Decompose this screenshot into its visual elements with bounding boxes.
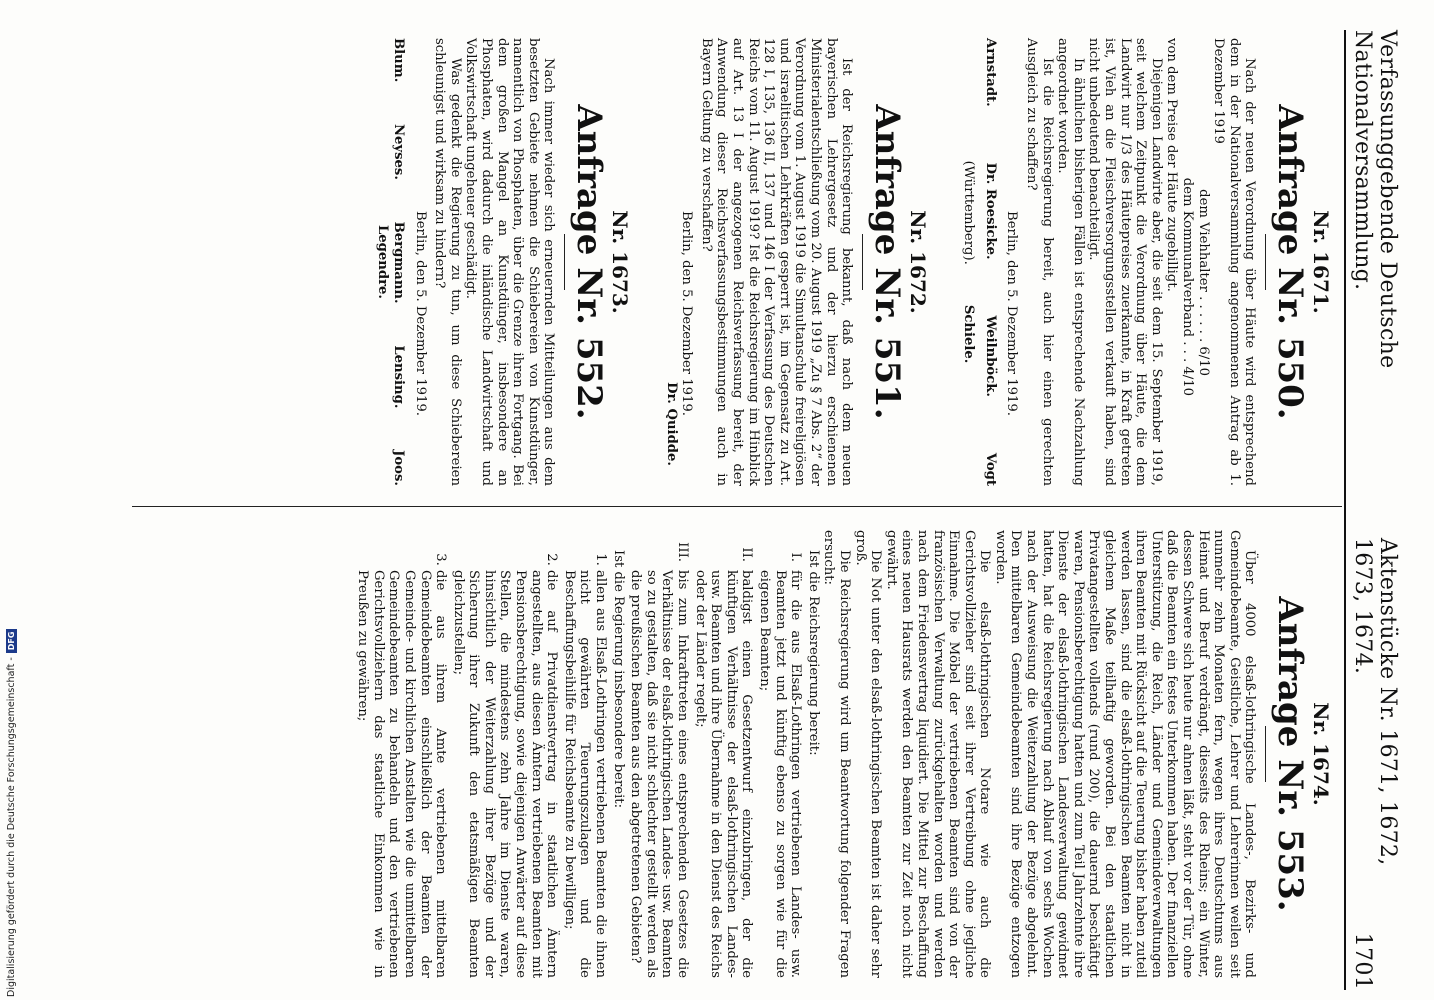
signature: Dr. Quidde. <box>663 382 679 466</box>
inquiry-title: Anfrage Nr. 551. <box>867 104 908 420</box>
dfg-logo: DFG <box>6 629 17 654</box>
signature: Joos. <box>391 450 407 486</box>
place-date: Berlin, den 5. Dezember 1919. <box>412 211 428 416</box>
signature: Schiele. <box>961 304 977 364</box>
signatures <box>961 38 977 486</box>
list-text: bis zum Inkrafttreten eines entsprechenden Gesetzes die Verhältnisse der elsaß-lothringischen Landes- usw. Beamten so zu gestalten, daß sie nicht schlechter gestellt werden als die preußischen Beamten aus den abgetretenen Gebieten? <box>628 570 691 978</box>
list-item <box>692 530 754 978</box>
list-item: 1. allen aus Elsaß-Lothringen vertriebenen Beamten die ihnen nicht gewährten Teuerungszulagen und die Beschaffungsbeihilfe für Reichsbeamte zu bewilligen; <box>561 570 608 978</box>
signature: Lensing. <box>391 345 407 409</box>
signature-note: (Württemberg). <box>961 160 977 265</box>
list-item <box>628 530 690 978</box>
header-left: Verfassunggebende Deutsche Nationalversammlung. <box>1350 30 1400 369</box>
signatures <box>982 38 998 486</box>
signature: Bergmann. <box>391 221 407 304</box>
signature: Arnstadt. <box>982 38 998 107</box>
credit-text: Digitalisierung gefördert durch die Deutsche Forschungsgemeinschaft - <box>6 657 17 997</box>
list-item: 3. die aus ihrem Amte vertriebenen mittelbaren Gemeindebeamten einschließlich der Beamten der Gemeinde- und kirchlichen Anstalten wie die unmittelbaren Gemeindebeamten zu behandeln und den vertriebenen Gerichtsvollziehern das staatliche Einkommen wie in Preußen zu gewähren; <box>355 570 449 978</box>
paragraph: Diejenigen Landwirte aber, die seit dem 15. September 1919, seit welchem Zeitpunkt die Verordnung über Häute, die dem Landwirt nur 1/3 des Häutepreises zuerkannte, in Kraft getreten ist, Vieh an die Fleischversorgungsstellen verkauft haben, sind nicht unbedeutend benachteiligt. <box>1086 38 1164 486</box>
signature: Blum. <box>391 38 407 83</box>
paragraph: Ist die Reichsregierung bereit, auch hier einen gerechten Ausgleich zu schaffen? <box>1024 38 1055 486</box>
list-text: baldigst einen Gesetzentwurf einzubringen, der die künftigen Verhältnisse der elsaß-lothringischen Landes- usw. Beamten und ihre Übernahme in den Dienst des Reichs oder der Länder regelt; <box>692 570 755 978</box>
inquiry-title: Anfrage Nr. 550. <box>1270 104 1311 420</box>
header-right: Aktenstücke Nr. 1671, 1672, 1673, 1674. <box>1350 537 1400 866</box>
signature: Neyses. <box>391 124 407 180</box>
fraction-line: dem Kommunalverband . . . 4/10 <box>1180 177 1196 396</box>
paragraph: In ähnlichen bisherigen Fällen ist entsprechende Nachzahlung angeordnet worden. <box>1055 38 1086 486</box>
fraction-line: dem Viehhalter . . . . . . 6/10 <box>1195 189 1211 376</box>
list-number: III. <box>675 542 691 562</box>
inquiry-title: Anfrage Nr. 552. <box>569 104 610 420</box>
signature: Weilnböck. <box>982 315 998 397</box>
signatures <box>390 38 406 486</box>
short-rule <box>564 234 565 290</box>
paragraph: Die Not unter den elsaß-lothringischen Beamten ist daher sehr groß. <box>852 530 884 978</box>
list-text: für die aus Elsaß-Lothringen vertriebenen Landes- usw. Beamten jetzt und künftig ebenso zu sorgen wie für die eigenen Beamten; <box>757 570 804 978</box>
doc-number: Nr. 1671. <box>1309 210 1333 314</box>
list-number: II. <box>739 547 755 562</box>
paragraph: Ist die Regierung insbesondere bereit: <box>610 550 626 809</box>
list-number: I. <box>788 552 804 562</box>
doc-number: Nr. 1673. <box>608 210 632 314</box>
paragraph: Die elsaß-lothringischen Notare wie auch die Gerichtsvollzieher sind seit ihrer Vertreibung ohne jegliche Einnahme. Die Möbel der vertriebenen Beamten sind von der französischen Verwaltung zurückgehalten worden und werden nach dem Friedensvertrag liquidiert. Die Mittel zur Beschaffung eines neuen Hausrats werden den Beamten zur Zeit noch nicht gewährt. <box>883 530 993 978</box>
list-item <box>756 530 803 978</box>
paragraph: Was gedenkt die Regierung zu tun, um diese Schiebereien schleunigst und wirksam zu hindern? <box>432 38 463 486</box>
page-number: 1701 <box>1350 932 1375 990</box>
list-item: 2. die auf Privatdienstvertrag in staatlichen Ämtern angestellten, aus diesen Ämtern vertriebenen Beamten mit Pensionsberechtigung, sowie diejenigen Anwärter auf diese Stellen, die mindestens zehn Jahre im Dienste waren, hinsichtlich der Weiterzahlung ihrer Bezüge und der Sicherung ihrer Zukunft den etatsmäßigen Beamten gleichzustellen; <box>450 570 559 978</box>
place-date: Berlin, den 5. Dezember 1919. <box>679 211 695 416</box>
digitization-credit <box>6 629 17 997</box>
short-rule <box>862 234 863 290</box>
signature: Dr. Roesicke. <box>982 162 998 260</box>
running-header <box>1350 30 1400 990</box>
signature: Legendre. <box>375 224 391 299</box>
right-column <box>353 530 1332 978</box>
roman-list <box>628 530 804 978</box>
inquiry-title: Anfrage Nr. 553. <box>1270 596 1311 912</box>
left-column <box>375 38 1332 486</box>
header-rule <box>1344 30 1346 990</box>
paragraph: Nach immer wieder sich erneuernden Mitteilungen aus dem besetzten Gebiete nehmen die Schiebereien von Kunstdünger, namentlich von Phosphaten, über die Grenze ihren Fortgang. Bei dem großen Mangel an Kunstdünger, insbesondere an Phosphaten, wird dadurch die inländische Landwirtschaft und Volkswirtschaft ungeheuer geschädigt. <box>463 38 557 486</box>
doc-number: Nr. 1672. <box>905 210 930 314</box>
paragraph: von dem Preise der Häute zugebilligt. <box>1164 38 1180 292</box>
paragraph: Nach der neuen Verordnung über Häute wird entsprechend dem in der Nationalversammlung angenommenen Antrag ab 1. Dezember 1919 <box>1211 38 1258 486</box>
short-rule <box>1265 726 1266 782</box>
signature: Vogt <box>982 452 998 486</box>
paragraph: Ist der Reichsregierung bekannt, daß nach dem neuen bayerischen Lehrergesetz und der hierzu erschienenen Ministerialentschließung vom 20. August 1919 „Zu § 7 Abs. 2“ der Verordnung vom 1. August 1919 die Simultanschule freireligiösen und israelitischen Lehrkräften gesperrt ist, im Gegensatz zu Art. 128 I, 135, 136 II, 137 und 146 I der Verfassung des Deutschen Reichs vom 11. August 1919? Ist die Reichsregierung im Hinblick auf Art. 13 I der angezogenen Reichsverfassung bereit, der Anwendung dieser Reichsverfassungsbestimmungen auch in Bayern Geltung zu verschaffen? <box>698 38 855 486</box>
paragraph: Über 4000 elsaß-lothringische Landes-, Bezirks- und Gemeindebeamte, Geistliche, Lehrer und Lehrerinnen weilen seit nunmehr zehn Monaten fern, wegen ihres Deutschtums aus Heimat und Beruf verdrängt, diesseits des Rheins; ein Winter, dessen Schwere sich heute nur ahnen läßt, steht vor der Tür, ohne daß die Beamten ein festes Unterkommen haben. Der finanziellen Unterstützung, die Reich, Länder und Gemeindeverwaltungen ihren Beamten mit Rücksicht auf die Teuerung bisher haben zuteil werden lassen, sind die elsaß-lothringischen Beamten nicht in gleichem Maße teilhaftig geworden. Bei den staatlichen Privatangestellten vollends (rund 200), die dauernd beschäftigt waren, Pensionsberechtigung hatten und zum Teil Jahrzehnte ihre Dienste der elsaß-lothringischen Landesverwaltung gewidmet hatten, hat die Reichsregierung nach Ablauf von sechs Wochen nach der Ausweisung die Weiterzahlung der Bezüge abgelehnt. Den mittelbaren Gemeindebeamten sind ihre Bezüge entzogen worden. <box>992 530 1258 978</box>
paragraph: Die Reichsregierung wird um Beantwortung folgender Fragen ersucht: <box>821 530 852 978</box>
paragraph: Ist die Reichsregierung bereit: <box>805 550 821 756</box>
column-divider <box>132 506 1342 507</box>
place-date: Berlin, den 5. Dezember 1919. <box>1004 211 1020 416</box>
rotated-document <box>60 30 1400 990</box>
doc-number: Nr. 1674. <box>1309 702 1333 806</box>
numbered-list <box>355 530 609 978</box>
short-rule <box>1265 234 1266 290</box>
